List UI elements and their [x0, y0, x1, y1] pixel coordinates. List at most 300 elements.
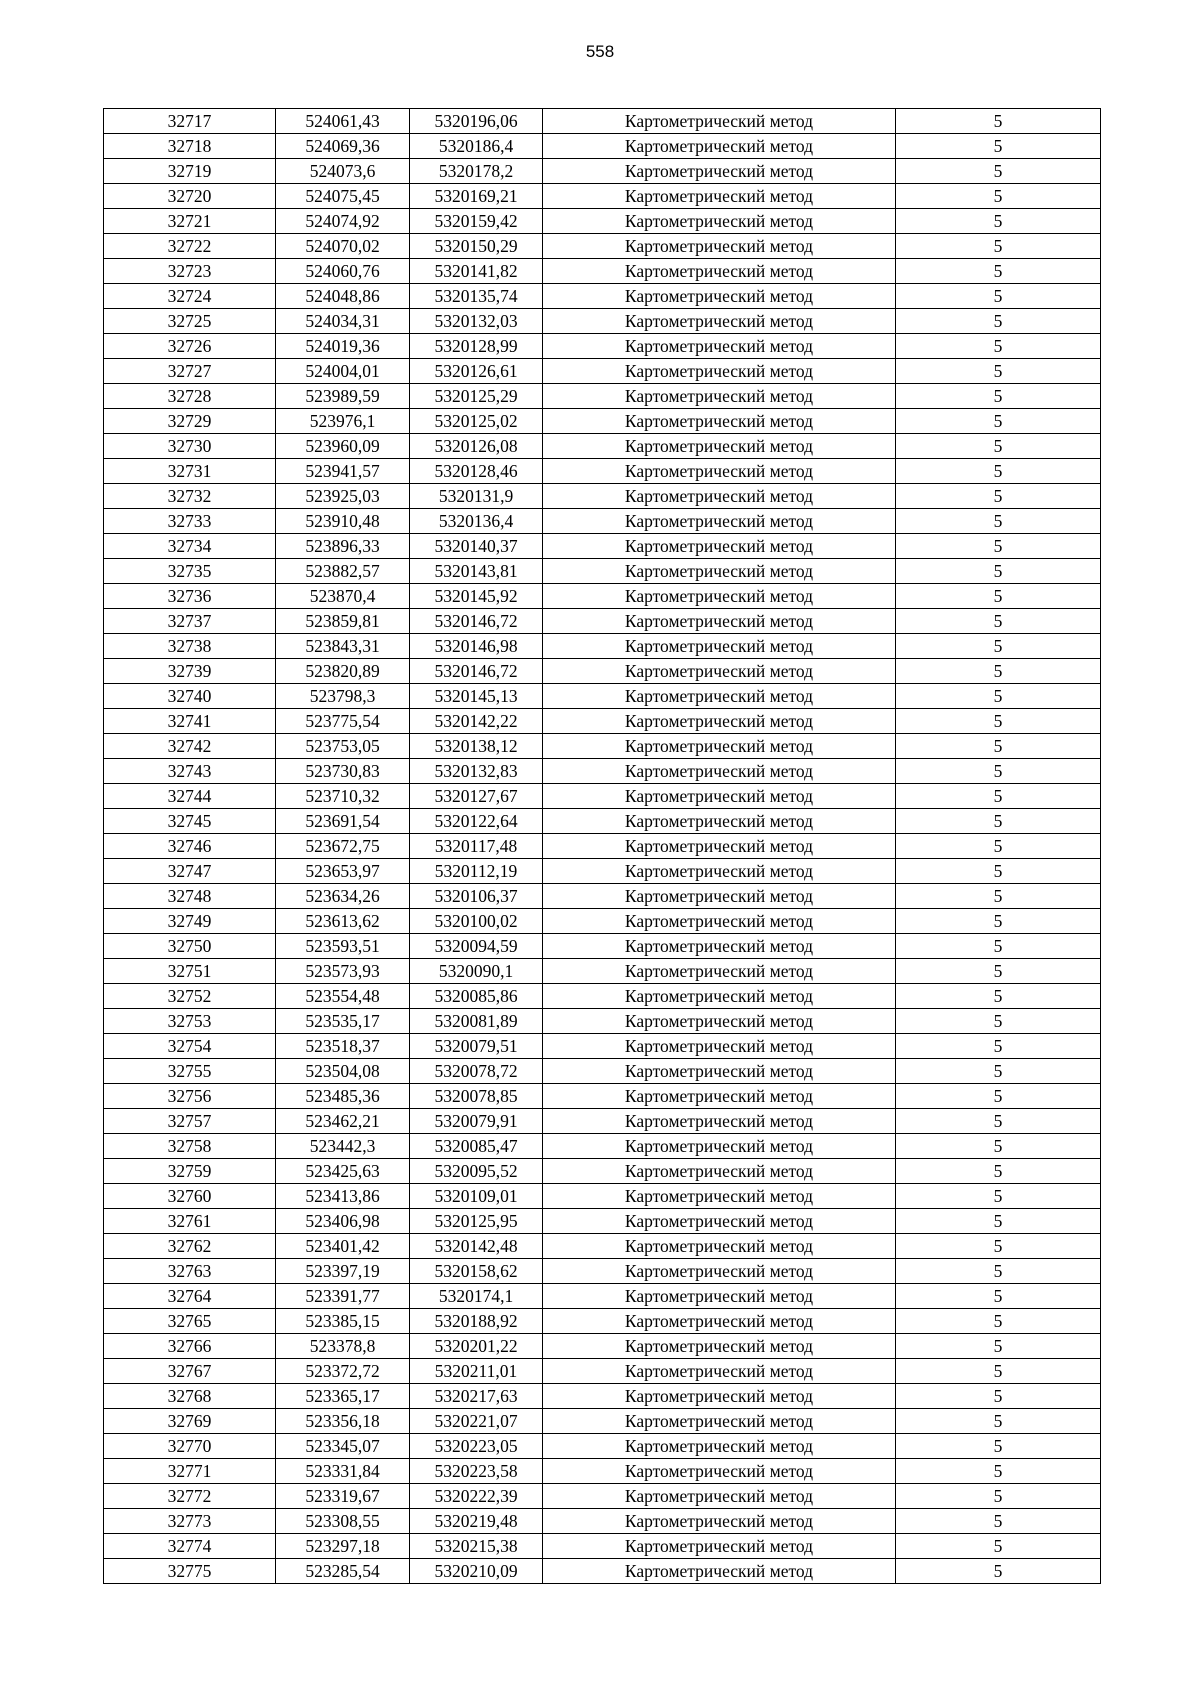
point-number-cell: 32754 — [104, 1034, 276, 1059]
x-coordinate-cell: 523535,17 — [276, 1009, 410, 1034]
table-row — [104, 259, 1101, 284]
table-row — [104, 234, 1101, 259]
method-cell: Картометрический метод — [543, 1159, 896, 1184]
x-coordinate-cell: 524019,36 — [276, 334, 410, 359]
point-number-cell: 32719 — [104, 159, 276, 184]
accuracy-cell: 5 — [896, 1509, 1101, 1534]
x-coordinate-cell: 523859,81 — [276, 609, 410, 634]
y-coordinate-cell: 5320219,48 — [410, 1509, 543, 1534]
accuracy-cell: 5 — [896, 359, 1101, 384]
point-number-cell: 32744 — [104, 784, 276, 809]
table-row — [104, 134, 1101, 159]
y-coordinate-cell: 5320143,81 — [410, 559, 543, 584]
accuracy-cell: 5 — [896, 484, 1101, 509]
method-cell: Картометрический метод — [543, 1409, 896, 1434]
x-coordinate-cell: 523391,77 — [276, 1284, 410, 1309]
point-number-cell: 32732 — [104, 484, 276, 509]
table-row — [104, 659, 1101, 684]
y-coordinate-cell: 5320132,83 — [410, 759, 543, 784]
accuracy-cell: 5 — [896, 634, 1101, 659]
y-coordinate-cell: 5320188,92 — [410, 1309, 543, 1334]
x-coordinate-cell: 523425,63 — [276, 1159, 410, 1184]
table-row — [104, 534, 1101, 559]
y-coordinate-cell: 5320201,22 — [410, 1334, 543, 1359]
table-row — [104, 359, 1101, 384]
x-coordinate-cell: 523485,36 — [276, 1084, 410, 1109]
x-coordinate-cell: 523518,37 — [276, 1034, 410, 1059]
x-coordinate-cell: 523960,09 — [276, 434, 410, 459]
y-coordinate-cell: 5320145,92 — [410, 584, 543, 609]
table-row — [104, 959, 1101, 984]
x-coordinate-cell: 523462,21 — [276, 1109, 410, 1134]
point-number-cell: 32761 — [104, 1209, 276, 1234]
table-row — [104, 934, 1101, 959]
x-coordinate-cell: 523820,89 — [276, 659, 410, 684]
point-number-cell: 32773 — [104, 1509, 276, 1534]
point-number-cell: 32751 — [104, 959, 276, 984]
y-coordinate-cell: 5320094,59 — [410, 934, 543, 959]
point-number-cell: 32742 — [104, 734, 276, 759]
accuracy-cell: 5 — [896, 784, 1101, 809]
x-coordinate-cell: 523319,67 — [276, 1484, 410, 1509]
y-coordinate-cell: 5320125,95 — [410, 1209, 543, 1234]
accuracy-cell: 5 — [896, 834, 1101, 859]
accuracy-cell: 5 — [896, 1034, 1101, 1059]
y-coordinate-cell: 5320125,02 — [410, 409, 543, 434]
y-coordinate-cell: 5320223,05 — [410, 1434, 543, 1459]
point-number-cell: 32765 — [104, 1309, 276, 1334]
accuracy-cell: 5 — [896, 934, 1101, 959]
accuracy-cell: 5 — [896, 384, 1101, 409]
point-number-cell: 32720 — [104, 184, 276, 209]
accuracy-cell: 5 — [896, 984, 1101, 1009]
accuracy-cell: 5 — [896, 284, 1101, 309]
y-coordinate-cell: 5320112,19 — [410, 859, 543, 884]
point-number-cell: 32741 — [104, 709, 276, 734]
accuracy-cell: 5 — [896, 859, 1101, 884]
x-coordinate-cell: 523730,83 — [276, 759, 410, 784]
point-number-cell: 32771 — [104, 1459, 276, 1484]
method-cell: Картометрический метод — [543, 259, 896, 284]
table-row — [104, 734, 1101, 759]
x-coordinate-cell: 523442,3 — [276, 1134, 410, 1159]
y-coordinate-cell: 5320126,08 — [410, 434, 543, 459]
y-coordinate-cell: 5320081,89 — [410, 1009, 543, 1034]
accuracy-cell: 5 — [896, 959, 1101, 984]
point-number-cell: 32723 — [104, 259, 276, 284]
method-cell: Картометрический метод — [543, 1434, 896, 1459]
accuracy-cell: 5 — [896, 1059, 1101, 1084]
accuracy-cell: 5 — [896, 134, 1101, 159]
y-coordinate-cell: 5320109,01 — [410, 1184, 543, 1209]
accuracy-cell: 5 — [896, 459, 1101, 484]
y-coordinate-cell: 5320150,29 — [410, 234, 543, 259]
y-coordinate-cell: 5320196,06 — [410, 109, 543, 134]
accuracy-cell: 5 — [896, 509, 1101, 534]
accuracy-cell: 5 — [896, 1184, 1101, 1209]
method-cell: Картометрический метод — [543, 534, 896, 559]
table-row — [104, 1284, 1101, 1309]
point-number-cell: 32727 — [104, 359, 276, 384]
method-cell: Картометрический метод — [543, 334, 896, 359]
point-number-cell: 32735 — [104, 559, 276, 584]
method-cell: Картометрический метод — [543, 909, 896, 934]
x-coordinate-cell: 523910,48 — [276, 509, 410, 534]
accuracy-cell: 5 — [896, 434, 1101, 459]
accuracy-cell: 5 — [896, 1459, 1101, 1484]
y-coordinate-cell: 5320095,52 — [410, 1159, 543, 1184]
method-cell: Картометрический метод — [543, 1284, 896, 1309]
table-row — [104, 484, 1101, 509]
y-coordinate-cell: 5320174,1 — [410, 1284, 543, 1309]
accuracy-cell: 5 — [896, 1284, 1101, 1309]
table-row — [104, 409, 1101, 434]
point-number-cell: 32750 — [104, 934, 276, 959]
point-number-cell: 32739 — [104, 659, 276, 684]
y-coordinate-cell: 5320125,29 — [410, 384, 543, 409]
y-coordinate-cell: 5320142,48 — [410, 1234, 543, 1259]
accuracy-cell: 5 — [896, 684, 1101, 709]
accuracy-cell: 5 — [896, 809, 1101, 834]
x-coordinate-cell: 523710,32 — [276, 784, 410, 809]
accuracy-cell: 5 — [896, 1234, 1101, 1259]
table-row — [104, 1209, 1101, 1234]
method-cell: Картометрический метод — [543, 1009, 896, 1034]
y-coordinate-cell: 5320159,42 — [410, 209, 543, 234]
point-number-cell: 32758 — [104, 1134, 276, 1159]
accuracy-cell: 5 — [896, 909, 1101, 934]
method-cell: Картометрический метод — [543, 109, 896, 134]
point-number-cell: 32736 — [104, 584, 276, 609]
x-coordinate-cell: 523401,42 — [276, 1234, 410, 1259]
method-cell: Картометрический метод — [543, 834, 896, 859]
x-coordinate-cell: 523634,26 — [276, 884, 410, 909]
table-row — [104, 909, 1101, 934]
point-number-cell: 32730 — [104, 434, 276, 459]
method-cell: Картометрический метод — [543, 209, 896, 234]
method-cell: Картометрический метод — [543, 1109, 896, 1134]
table-row — [104, 1509, 1101, 1534]
method-cell: Картометрический метод — [543, 1534, 896, 1559]
accuracy-cell: 5 — [896, 1209, 1101, 1234]
method-cell: Картометрический метод — [543, 509, 896, 534]
point-number-cell: 32763 — [104, 1259, 276, 1284]
y-coordinate-cell: 5320142,22 — [410, 709, 543, 734]
point-number-cell: 32752 — [104, 984, 276, 1009]
accuracy-cell: 5 — [896, 159, 1101, 184]
x-coordinate-cell: 523896,33 — [276, 534, 410, 559]
x-coordinate-cell: 524034,31 — [276, 309, 410, 334]
point-number-cell: 32759 — [104, 1159, 276, 1184]
method-cell: Картометрический метод — [543, 1259, 896, 1284]
x-coordinate-cell: 523372,72 — [276, 1359, 410, 1384]
y-coordinate-cell: 5320131,9 — [410, 484, 543, 509]
method-cell: Картометрический метод — [543, 884, 896, 909]
x-coordinate-cell: 523573,93 — [276, 959, 410, 984]
y-coordinate-cell: 5320090,1 — [410, 959, 543, 984]
method-cell: Картометрический метод — [543, 1484, 896, 1509]
table-row — [104, 434, 1101, 459]
coordinates-table-body — [104, 109, 1101, 1584]
table-row — [104, 1009, 1101, 1034]
method-cell: Картометрический метод — [543, 1209, 896, 1234]
x-coordinate-cell: 524069,36 — [276, 134, 410, 159]
method-cell: Картометрический метод — [543, 459, 896, 484]
accuracy-cell: 5 — [896, 559, 1101, 584]
method-cell: Картометрический метод — [543, 609, 896, 634]
y-coordinate-cell: 5320126,61 — [410, 359, 543, 384]
point-number-cell: 32734 — [104, 534, 276, 559]
table-row — [104, 1059, 1101, 1084]
table-row — [104, 859, 1101, 884]
x-coordinate-cell: 524074,92 — [276, 209, 410, 234]
point-number-cell: 32769 — [104, 1409, 276, 1434]
y-coordinate-cell: 5320078,85 — [410, 1084, 543, 1109]
method-cell: Картометрический метод — [543, 409, 896, 434]
table-row — [104, 784, 1101, 809]
accuracy-cell: 5 — [896, 734, 1101, 759]
x-coordinate-cell: 523406,98 — [276, 1209, 410, 1234]
x-coordinate-cell: 524070,02 — [276, 234, 410, 259]
method-cell: Картометрический метод — [543, 809, 896, 834]
accuracy-cell: 5 — [896, 184, 1101, 209]
method-cell: Картометрический метод — [543, 184, 896, 209]
table-row — [104, 209, 1101, 234]
point-number-cell: 32748 — [104, 884, 276, 909]
table-row — [104, 1334, 1101, 1359]
x-coordinate-cell: 523989,59 — [276, 384, 410, 409]
x-coordinate-cell: 523554,48 — [276, 984, 410, 1009]
method-cell: Картометрический метод — [543, 134, 896, 159]
page-number: 558 — [585, 42, 615, 61]
table-row — [104, 159, 1101, 184]
x-coordinate-cell: 523691,54 — [276, 809, 410, 834]
x-coordinate-cell: 524048,86 — [276, 284, 410, 309]
table-row — [104, 309, 1101, 334]
point-number-cell: 32737 — [104, 609, 276, 634]
table-row — [104, 1259, 1101, 1284]
table-row — [104, 634, 1101, 659]
method-cell: Картометрический метод — [543, 1334, 896, 1359]
accuracy-cell: 5 — [896, 1409, 1101, 1434]
table-row — [104, 984, 1101, 1009]
table-row — [104, 1109, 1101, 1134]
y-coordinate-cell: 5320085,86 — [410, 984, 543, 1009]
accuracy-cell: 5 — [896, 1084, 1101, 1109]
x-coordinate-cell: 523308,55 — [276, 1509, 410, 1534]
table-row — [104, 1159, 1101, 1184]
x-coordinate-cell: 523941,57 — [276, 459, 410, 484]
y-coordinate-cell: 5320146,72 — [410, 609, 543, 634]
method-cell: Картометрический метод — [543, 384, 896, 409]
point-number-cell: 32756 — [104, 1084, 276, 1109]
accuracy-cell: 5 — [896, 259, 1101, 284]
method-cell: Картометрический метод — [543, 1559, 896, 1584]
x-coordinate-cell: 524060,76 — [276, 259, 410, 284]
accuracy-cell: 5 — [896, 1359, 1101, 1384]
x-coordinate-cell: 523882,57 — [276, 559, 410, 584]
method-cell: Картометрический метод — [543, 284, 896, 309]
point-number-cell: 32772 — [104, 1484, 276, 1509]
y-coordinate-cell: 5320122,64 — [410, 809, 543, 834]
x-coordinate-cell: 523798,3 — [276, 684, 410, 709]
table-row — [104, 1309, 1101, 1334]
accuracy-cell: 5 — [896, 1159, 1101, 1184]
point-number-cell: 32749 — [104, 909, 276, 934]
method-cell: Картометрический метод — [543, 709, 896, 734]
method-cell: Картометрический метод — [543, 309, 896, 334]
accuracy-cell: 5 — [896, 1009, 1101, 1034]
table-row — [104, 1409, 1101, 1434]
method-cell: Картометрический метод — [543, 559, 896, 584]
x-coordinate-cell: 523378,8 — [276, 1334, 410, 1359]
method-cell: Картометрический метод — [543, 734, 896, 759]
x-coordinate-cell: 523613,62 — [276, 909, 410, 934]
table-row — [104, 284, 1101, 309]
y-coordinate-cell: 5320085,47 — [410, 1134, 543, 1159]
point-number-cell: 32747 — [104, 859, 276, 884]
accuracy-cell: 5 — [896, 709, 1101, 734]
y-coordinate-cell: 5320221,07 — [410, 1409, 543, 1434]
y-coordinate-cell: 5320158,62 — [410, 1259, 543, 1284]
table-row — [104, 684, 1101, 709]
table-row — [104, 759, 1101, 784]
method-cell: Картометрический метод — [543, 434, 896, 459]
accuracy-cell: 5 — [896, 584, 1101, 609]
y-coordinate-cell: 5320127,67 — [410, 784, 543, 809]
method-cell: Картометрический метод — [543, 359, 896, 384]
table-row — [104, 834, 1101, 859]
accuracy-cell: 5 — [896, 1334, 1101, 1359]
point-number-cell: 32731 — [104, 459, 276, 484]
method-cell: Картометрический метод — [543, 1059, 896, 1084]
point-number-cell: 32774 — [104, 1534, 276, 1559]
accuracy-cell: 5 — [896, 409, 1101, 434]
accuracy-cell: 5 — [896, 234, 1101, 259]
table-row — [104, 709, 1101, 734]
table-row — [104, 459, 1101, 484]
x-coordinate-cell: 523653,97 — [276, 859, 410, 884]
point-number-cell: 32770 — [104, 1434, 276, 1459]
x-coordinate-cell: 523365,17 — [276, 1384, 410, 1409]
y-coordinate-cell: 5320223,58 — [410, 1459, 543, 1484]
table-row — [104, 109, 1101, 134]
y-coordinate-cell: 5320140,37 — [410, 534, 543, 559]
point-number-cell: 32718 — [104, 134, 276, 159]
table-row — [104, 1134, 1101, 1159]
x-coordinate-cell: 523753,05 — [276, 734, 410, 759]
x-coordinate-cell: 523870,4 — [276, 584, 410, 609]
method-cell: Картометрический метод — [543, 984, 896, 1009]
accuracy-cell: 5 — [896, 1309, 1101, 1334]
x-coordinate-cell: 523976,1 — [276, 409, 410, 434]
accuracy-cell: 5 — [896, 109, 1101, 134]
point-number-cell: 32766 — [104, 1334, 276, 1359]
y-coordinate-cell: 5320145,13 — [410, 684, 543, 709]
accuracy-cell: 5 — [896, 534, 1101, 559]
table-row — [104, 1234, 1101, 1259]
x-coordinate-cell: 524061,43 — [276, 109, 410, 134]
x-coordinate-cell: 524075,45 — [276, 184, 410, 209]
table-row — [104, 584, 1101, 609]
table-row — [104, 509, 1101, 534]
table-row — [104, 1359, 1101, 1384]
accuracy-cell: 5 — [896, 1534, 1101, 1559]
coordinates-table — [103, 108, 1101, 1584]
point-number-cell: 32722 — [104, 234, 276, 259]
table-row — [104, 1459, 1101, 1484]
method-cell: Картометрический метод — [543, 1359, 896, 1384]
point-number-cell: 32738 — [104, 634, 276, 659]
method-cell: Картометрический метод — [543, 759, 896, 784]
point-number-cell: 32728 — [104, 384, 276, 409]
table-row — [104, 184, 1101, 209]
table-row — [104, 1434, 1101, 1459]
point-number-cell: 32775 — [104, 1559, 276, 1584]
y-coordinate-cell: 5320136,4 — [410, 509, 543, 534]
y-coordinate-cell: 5320138,12 — [410, 734, 543, 759]
y-coordinate-cell: 5320210,09 — [410, 1559, 543, 1584]
point-number-cell: 32717 — [104, 109, 276, 134]
method-cell: Картометрический метод — [543, 234, 896, 259]
point-number-cell: 32762 — [104, 1234, 276, 1259]
method-cell: Картометрический метод — [543, 159, 896, 184]
x-coordinate-cell: 523775,54 — [276, 709, 410, 734]
method-cell: Картометрический метод — [543, 684, 896, 709]
point-number-cell: 32757 — [104, 1109, 276, 1134]
x-coordinate-cell: 523345,07 — [276, 1434, 410, 1459]
y-coordinate-cell: 5320211,01 — [410, 1359, 543, 1384]
method-cell: Картометрический метод — [543, 1184, 896, 1209]
y-coordinate-cell: 5320186,4 — [410, 134, 543, 159]
table-row — [104, 334, 1101, 359]
method-cell: Картометрический метод — [543, 1134, 896, 1159]
point-number-cell: 32729 — [104, 409, 276, 434]
table-row — [104, 1034, 1101, 1059]
method-cell: Картометрический метод — [543, 1509, 896, 1534]
point-number-cell: 32740 — [104, 684, 276, 709]
method-cell: Картометрический метод — [543, 959, 896, 984]
y-coordinate-cell: 5320128,99 — [410, 334, 543, 359]
y-coordinate-cell: 5320100,02 — [410, 909, 543, 934]
y-coordinate-cell: 5320217,63 — [410, 1384, 543, 1409]
method-cell: Картометрический метод — [543, 584, 896, 609]
x-coordinate-cell: 523593,51 — [276, 934, 410, 959]
accuracy-cell: 5 — [896, 1559, 1101, 1584]
method-cell: Картометрический метод — [543, 484, 896, 509]
table-row — [104, 1384, 1101, 1409]
accuracy-cell: 5 — [896, 334, 1101, 359]
table-row — [104, 384, 1101, 409]
y-coordinate-cell: 5320128,46 — [410, 459, 543, 484]
accuracy-cell: 5 — [896, 1384, 1101, 1409]
y-coordinate-cell: 5320078,72 — [410, 1059, 543, 1084]
accuracy-cell: 5 — [896, 659, 1101, 684]
table-row — [104, 1484, 1101, 1509]
point-number-cell: 32768 — [104, 1384, 276, 1409]
table-row — [104, 609, 1101, 634]
method-cell: Картометрический метод — [543, 1309, 896, 1334]
accuracy-cell: 5 — [896, 209, 1101, 234]
accuracy-cell: 5 — [896, 1484, 1101, 1509]
table-row — [104, 1559, 1101, 1584]
method-cell: Картометрический метод — [543, 1234, 896, 1259]
method-cell: Картометрический метод — [543, 1459, 896, 1484]
table-row — [104, 559, 1101, 584]
table-row — [104, 1084, 1101, 1109]
x-coordinate-cell: 523397,19 — [276, 1259, 410, 1284]
table-row — [104, 1184, 1101, 1209]
